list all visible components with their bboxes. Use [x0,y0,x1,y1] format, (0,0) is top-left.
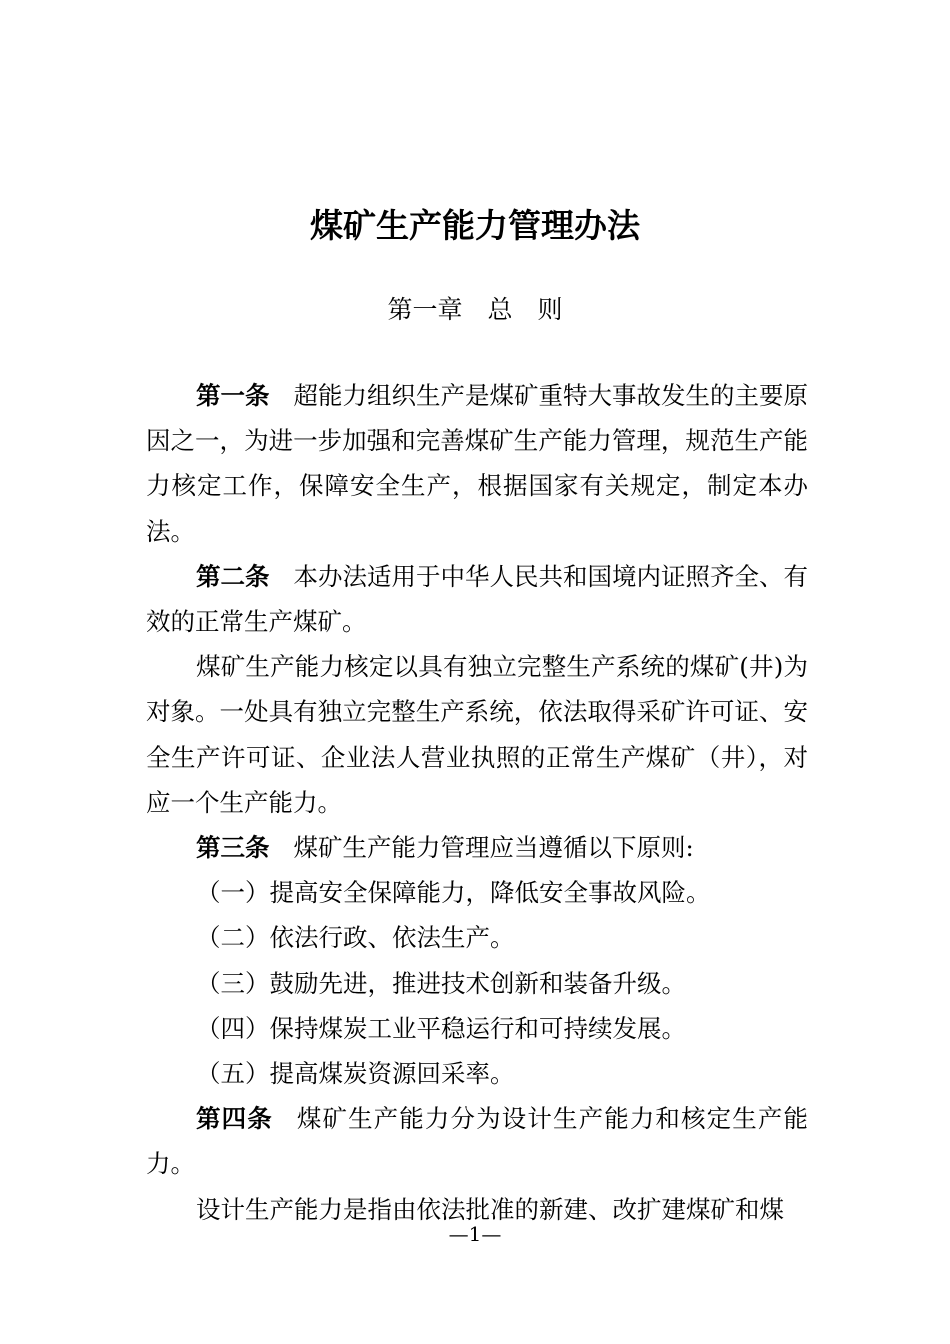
paragraph [146,1096,808,1186]
paragraph-text: 煤矿生产能力分为设计生产能力和核定生产能力。 [146,1104,809,1179]
list-item [146,1006,808,1051]
paragraph-text: 本办法适用于中华人民共和国境内证照齐全、有效的正常生产煤矿。 [146,561,808,637]
document-title: 煤矿生产能力管理办法 [310,206,640,245]
article-label: 第一条 [196,381,270,410]
paragraph-text: 设计生产能力是指由依法批准的新建、改扩建煤矿和煤 [196,1194,784,1224]
paragraph-text: （一）提高安全保障能力，降低安全事故风险。 [196,878,711,908]
paragraph-text: （四）保持煤炭工业平稳运行和可持续发展。 [196,1013,686,1043]
paragraph-text: （三）鼓励先进，推进技术创新和装备升级。 [196,968,686,998]
paragraph-text: 煤矿生产能力管理应当遵循以下原则: [293,833,694,863]
paragraph-text: 超能力组织生产是煤矿重特大事故发生的主要原因之一，为进一步加强和完善煤矿生产能力管理，规范生产能力核定工作，保障安全生产，根据国家有关规定，制定本办法。 [146,381,808,546]
article-label: 第三条 [196,833,270,863]
paragraph-text: （五）提高煤炭资源回采率。 [196,1059,515,1089]
list-item [146,961,808,1006]
paragraph [146,644,808,825]
article-label: 第二条 [196,561,270,591]
list-item [146,915,808,960]
page-number: —1— [448,1222,502,1246]
paragraph [146,825,808,870]
chapter-heading: 第一章 总 则 [387,295,563,324]
article-label: 第四条 [196,1104,273,1134]
paragraph-text: 煤矿生产能力核定以具有独立完整生产系统的煤矿(井)为对象。一处具有独立完整生产系统，依法取得采矿许可证、安全生产许可证、企业法人营业执照的正常生产煤矿（井），对应一个生产能力。 [146,652,808,817]
list-item [146,870,808,915]
document-body [146,373,808,1232]
paragraph [146,373,808,554]
list-item [146,1051,808,1096]
paragraph-text: （二）依法行政、依法生产。 [196,923,515,953]
paragraph [146,554,808,644]
